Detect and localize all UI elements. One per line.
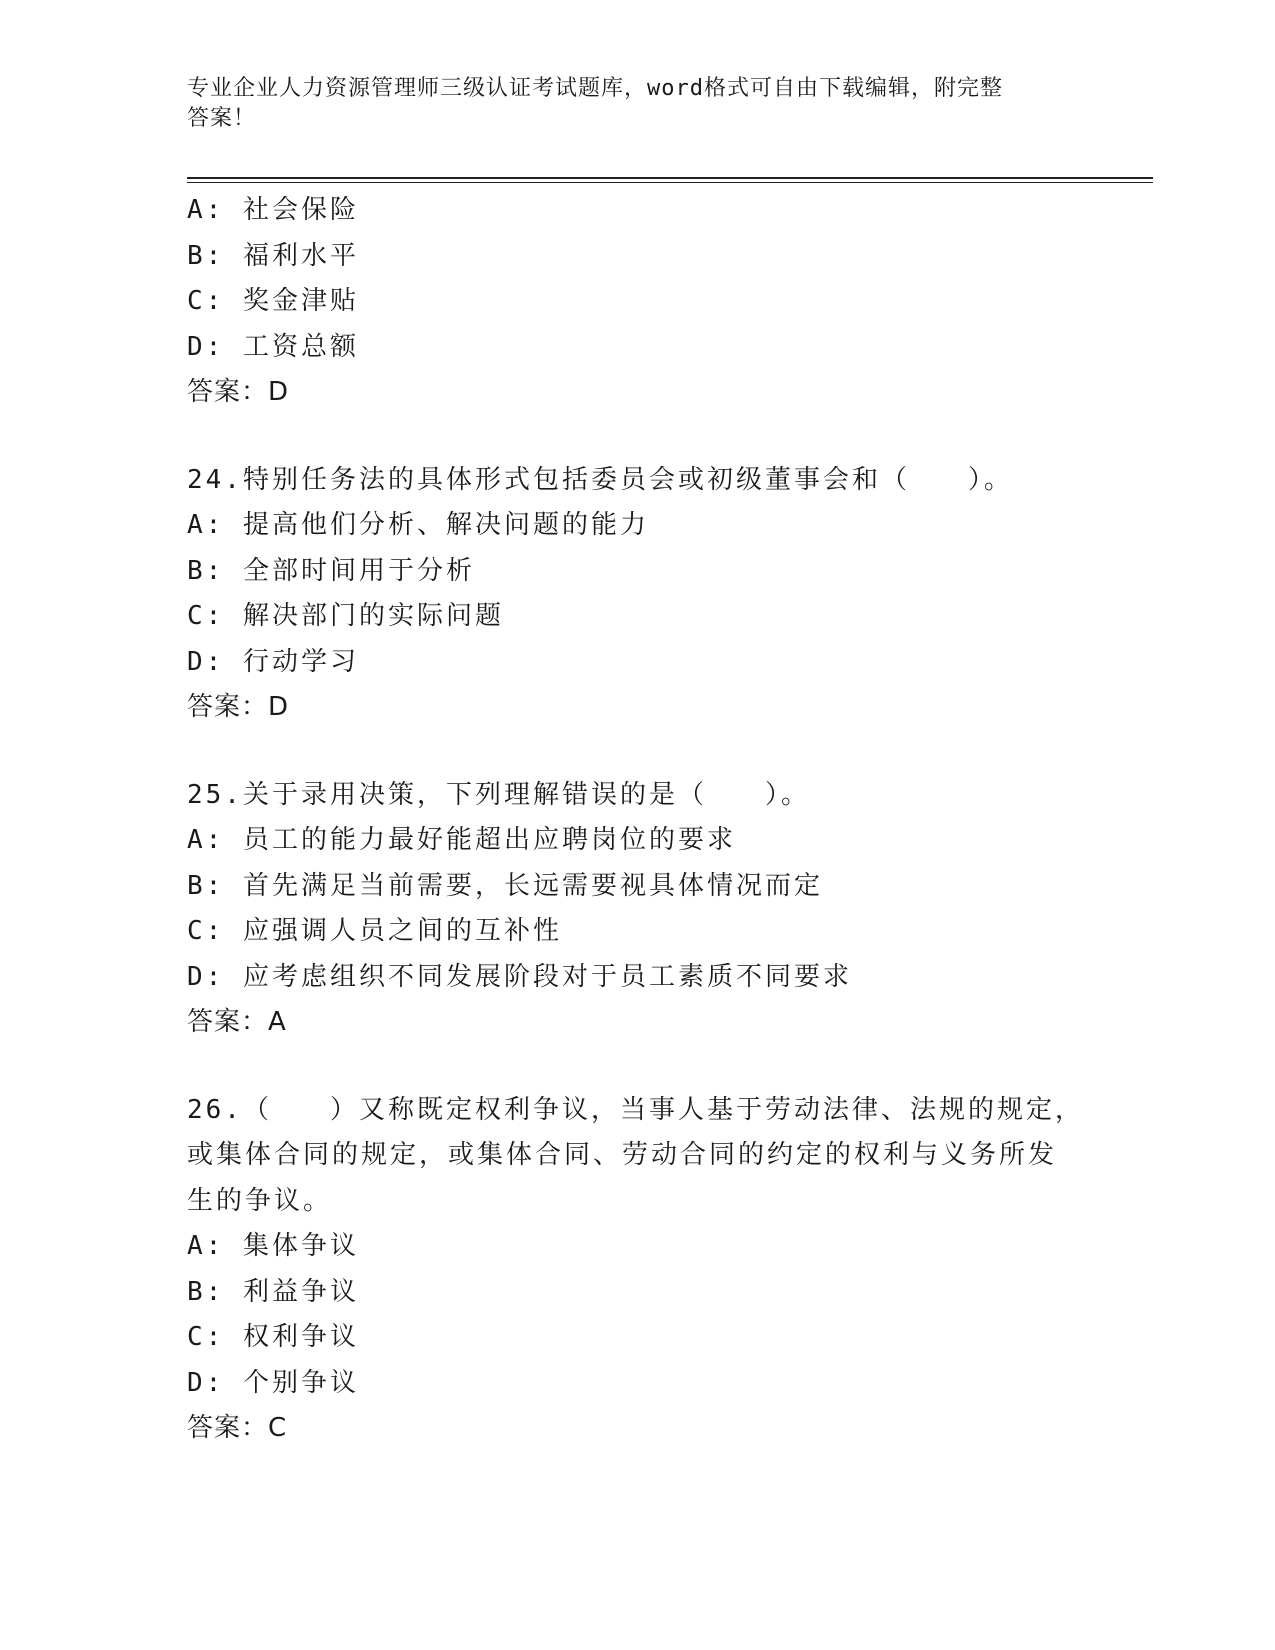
- question-23: [187, 188, 1087, 416]
- question-stem-line-2: 或集体合同的规定，或集体合同、劳动合同的约定的权利与义务所发: [187, 1140, 1058, 1170]
- question-list: [187, 188, 1087, 1452]
- answer-line: 答案：D: [187, 692, 290, 722]
- question-spacer: [187, 1046, 1087, 1088]
- header-divider-thin: [187, 182, 1153, 183]
- option-c: C: 权利争议: [187, 1322, 359, 1352]
- question-stem: 25.关于录用决策，下列理解错误的是（ ）。: [187, 779, 810, 810]
- option-c: C: 奖金津贴: [187, 286, 359, 316]
- question-26: [187, 1088, 1087, 1452]
- option-a: A: 社会保险: [187, 195, 359, 225]
- option-b: B: 利益争议: [187, 1276, 359, 1307]
- question-stem-line-3: 生的争议。: [187, 1185, 333, 1216]
- answer-line: 答案：A: [187, 1007, 287, 1037]
- option-d: D: 行动学习: [187, 646, 359, 677]
- header-line-1: 专业企业人力资源管理师三级认证考试题库，word格式可自由下载编辑，附完整: [187, 76, 1003, 101]
- option-d: D: 应考虑组织不同发展阶段对于员工素质不同要求: [187, 961, 852, 992]
- question-25: [187, 773, 1087, 1046]
- option-a: A: 集体争议: [187, 1231, 359, 1261]
- answer-line: 答案：C: [187, 1413, 288, 1443]
- option-b: B: 首先满足当前需要，长远需要视具体情况而定: [187, 870, 823, 901]
- question-stem: 24.特别任务法的具体形式包括委员会或初级董事会和（ ）。: [187, 464, 1013, 495]
- answer-line: 答案：D: [187, 377, 290, 407]
- option-b: B: 全部时间用于分析: [187, 555, 475, 586]
- option-a: A: 员工的能力最好能超出应聘岗位的要求: [187, 825, 736, 855]
- question-spacer: [187, 416, 1087, 458]
- question-24: [187, 458, 1087, 731]
- document-header: [187, 74, 1087, 134]
- option-a: A: 提高他们分析、解决问题的能力: [187, 510, 649, 540]
- question-spacer: [187, 731, 1087, 773]
- header-divider-thick: [187, 177, 1153, 179]
- header-line-2: 答案！: [187, 106, 257, 131]
- option-c: C: 解决部门的实际问题: [187, 601, 504, 631]
- option-d: D: 个别争议: [187, 1367, 359, 1398]
- option-b: B: 福利水平: [187, 240, 359, 271]
- question-stem-line-1: 26.（ ）又称既定权利争议，当事人基于劳动法律、法规的规定，: [187, 1094, 1084, 1125]
- option-d: D: 工资总额: [187, 331, 359, 362]
- option-c: C: 应强调人员之间的互补性: [187, 916, 562, 946]
